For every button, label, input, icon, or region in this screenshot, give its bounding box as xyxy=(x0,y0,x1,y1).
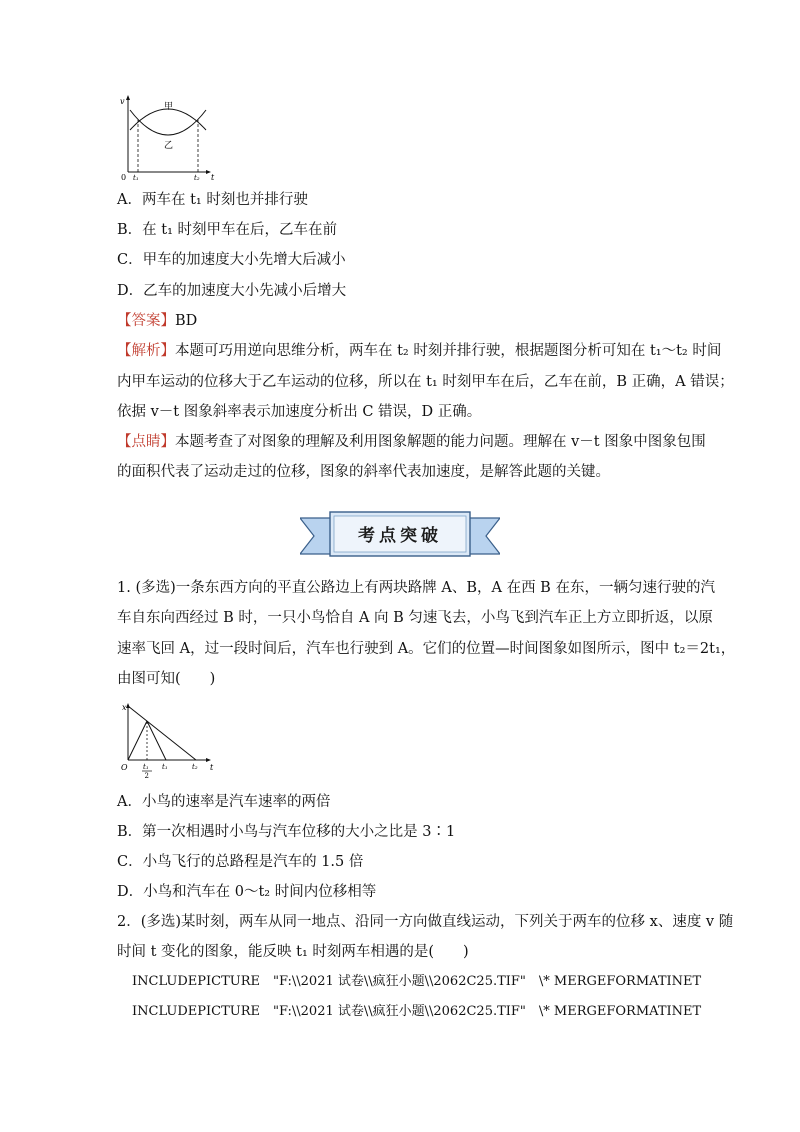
origin-label: O xyxy=(121,763,128,772)
x-axis-label: t xyxy=(210,763,214,772)
t2-label: t₂ xyxy=(192,763,198,771)
t1-label: t₁ xyxy=(133,174,139,182)
curve-jia-label: 甲 xyxy=(164,102,174,112)
answer-value: BD xyxy=(175,313,198,329)
q0-option-b: B．在 t₁ 时刻甲车在后，乙车在前 xyxy=(117,222,338,238)
comment-text-1: 本题考查了对图象的理解及利用图象解题的能力问题。理解在 v－t 图象中图象包围 xyxy=(175,434,706,450)
q0-option-a: A．两车在 t₁ 时刻也并排行驶 xyxy=(117,192,308,208)
analysis-line-1 xyxy=(117,341,721,361)
analysis-line-2: 内甲车运动的位移大于乙车运动的位移，所以在 t₁ 时刻甲车在后，乙车在前，B 正确，A 错误； xyxy=(117,374,734,390)
xt-graph xyxy=(118,700,218,782)
q2-line-1: 2．(多选)某时刻，两车从同一地点、沿同一方向做直线运动，下列关于两车的位移 x、速度 v 随 xyxy=(117,914,734,930)
section-banner xyxy=(300,508,500,562)
y-axis-label: x xyxy=(122,703,127,712)
q1-option-d: D．小鸟和汽车在 0～t₂ 时间内位移相等 xyxy=(117,884,377,900)
answer-tag: 【答案】 xyxy=(117,313,175,329)
q1-option-b: B．第一次相遇时小鸟与汽车位移的大小之比是 3∶1 xyxy=(117,824,456,840)
x-axis-arrow xyxy=(206,758,211,762)
origin-label: 0 xyxy=(121,173,127,182)
answer-line xyxy=(117,311,197,331)
curve-yi xyxy=(130,110,206,135)
half-t1-denominator: 2 xyxy=(144,772,149,780)
q0-option-d: D．乙车的加速度大小先减小后增大 xyxy=(117,283,347,299)
t2-label: t₂ xyxy=(194,174,200,182)
y-axis-arrow xyxy=(126,95,130,100)
include-field-2: INCLUDEPICTURE "F:\\2021 试卷\\疯狂小题\\2062C25.TIF" \* MERGEFORMATINET xyxy=(132,1004,702,1019)
q1-line-3: 速率飞回 A，过一段时间后，汽车也行驶到 A。它们的位置—时间图象如图所示，图中 t₂＝2t₁， xyxy=(117,641,736,657)
bird-line-back xyxy=(147,721,166,760)
comment-line-1 xyxy=(117,432,706,452)
q1-option-c: C．小鸟飞行的总路程是汽车的 1.5 倍 xyxy=(117,854,364,870)
q1-line-1: 1. (多选)一条东西方向的平直公路边上有两块路牌 A、B，A 在西 B 在东，一辆匀速行驶的汽 xyxy=(117,580,715,596)
comment-line-2: 的面积代表了运动走过的位移，图象的斜率代表加速度，是解答此题的关键。 xyxy=(117,464,610,480)
analysis-tag: 【解析】 xyxy=(117,343,175,359)
analysis-line-3: 依据 v－t 图象斜率表示加速度分析出 C 错误，D 正确。 xyxy=(117,404,482,420)
x-axis-label: t xyxy=(211,173,215,182)
t1-label: t₁ xyxy=(162,763,168,771)
banner-title: 考点突破 xyxy=(358,526,442,546)
analysis-text-1: 本题可巧用逆向思维分析，两车在 t₂ 时刻并排行驶，根据题图分析可知在 t₁～t₂ 时间 xyxy=(175,343,722,359)
y-axis-label: v xyxy=(120,97,125,106)
curve-yi-label: 乙 xyxy=(164,141,174,151)
half-t1-numerator: t₁ xyxy=(143,763,149,771)
q0-option-c: C．甲车的加速度大小先增大后减小 xyxy=(117,252,346,268)
include-field-1: INCLUDEPICTURE "F:\\2021 试卷\\疯狂小题\\2062C25.TIF" \* MERGEFORMATINET xyxy=(132,974,702,989)
q1-line-2: 车自东向西经过 B 时，一只小鸟恰自 A 向 B 匀速飞去，小鸟飞到汽车正上方立即折返，以原 xyxy=(117,610,713,626)
q2-line-2: 时间 t 变化的图象，能反映 t₁ 时刻两车相遇的是( ) xyxy=(117,944,469,960)
q1-line-4: 由图可知( ) xyxy=(117,671,216,687)
bird-line-out xyxy=(128,721,147,760)
vt-graph xyxy=(118,92,218,182)
curve-jia xyxy=(130,109,206,130)
q1-option-a: A．小鸟的速率是汽车速率的两倍 xyxy=(117,794,331,810)
comment-tag: 【点睛】 xyxy=(117,434,175,450)
